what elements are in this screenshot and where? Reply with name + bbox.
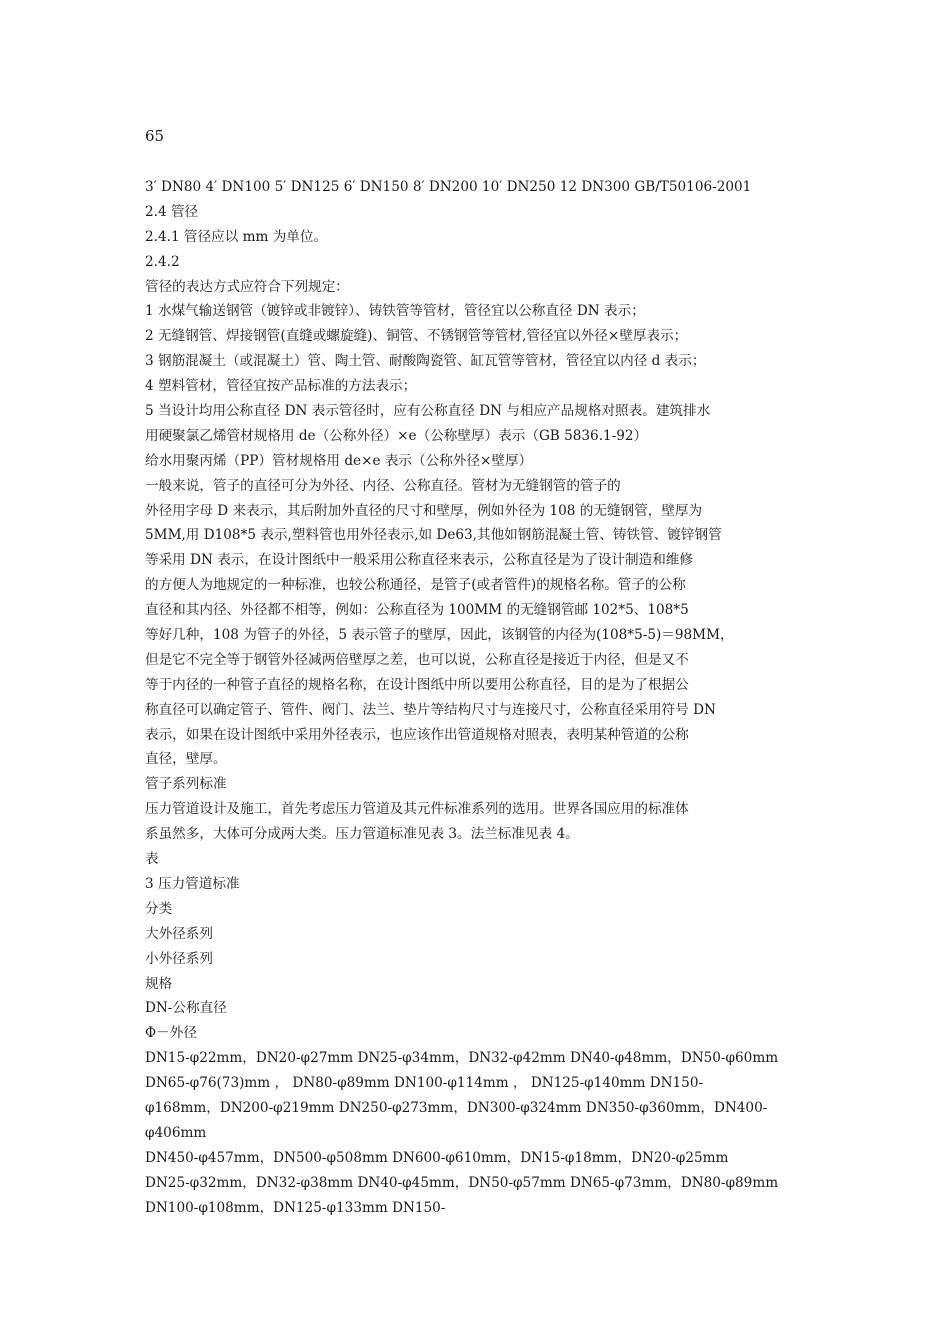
text-line: 4 塑料管材，管径宜按产品标准的方法表示；	[145, 378, 417, 395]
text-line: 5MM,用 D108*5 表示,塑料管也用外径表示,如 De63,其他如钢筋混凝土管、铸铁管、镀锌钢管	[145, 527, 722, 544]
text-line: 2 无缝钢管、焊接钢管(直缝或螺旋缝)、铜管、不锈钢管等管材,管径宜以外径×壁厚表示；	[145, 328, 688, 345]
text-line: 管子系列标准	[145, 776, 227, 793]
text-line: DN15-φ22mm，DN20-φ27mm DN25-φ34mm，DN32-φ42mm DN40-φ48mm，DN50-φ60mm	[145, 1050, 779, 1067]
text-line: 称直径可以确定管子、管件、阀门、法兰、垫片等结构尺寸与连接尺寸，公称直径采用符号 DN	[145, 701, 716, 718]
text-line: 2.4 管径	[145, 203, 199, 220]
text-line: 外径用字母 D 来表示，其后附加外直径的尺寸和壁厚，例如外径为 108 的无缝钢管，壁厚为	[145, 502, 703, 519]
page-number: 65	[145, 127, 165, 145]
text-line: 规格	[145, 975, 173, 992]
text-line: 等采用 DN 表示，在设计图纸中一般采用公称直径来表示，公称直径是为了设计制造和维修	[145, 552, 693, 569]
text-line: 2.4.1 管径应以 mm 为单位。	[145, 228, 328, 245]
text-line: 但是它不完全等于钢管外径减两倍壁厚之差，也可以说，公称直径是接近于内径，但是又不	[145, 651, 689, 668]
text-line: 2.4.2	[145, 253, 180, 270]
text-line: φ406mm	[145, 1124, 207, 1141]
text-line: 压力管道设计及施工，首先考虑压力管道及其元件标准系列的选用。世界各国应用的标准体	[145, 801, 689, 818]
text-line: 分类	[145, 900, 173, 917]
text-line: 表	[145, 851, 159, 868]
text-line: 用硬聚氯乙烯管材规格用 de（公称外径）×e（公称壁厚）表示（GB 5836.1-92）	[145, 427, 648, 444]
text-line: 小外径系列	[145, 950, 213, 967]
text-line: DN-公称直径	[145, 1000, 227, 1017]
text-line: 等于内径的一种管子直径的规格名称，在设计图纸中所以要用公称直径，目的是为了根据公	[145, 676, 689, 693]
text-line: DN65-φ76(73)mm ， DN80-φ89mm DN100-φ114mm ， DN125-φ140mm DN150-	[145, 1075, 704, 1092]
text-line: DN25-φ32mm，DN32-φ38mm DN40-φ45mm，DN50-φ57mm DN65-φ73mm，DN80-φ89mm	[145, 1174, 779, 1191]
text-line: φ168mm，DN200-φ219mm DN250-φ273mm，DN300-φ324mm DN350-φ360mm，DN400-	[145, 1099, 768, 1116]
text-line: 管径的表达方式应符合下列规定：	[145, 278, 349, 295]
text-line: Φ－外径	[145, 1025, 197, 1042]
text-line: 大外径系列	[145, 925, 213, 942]
text-line: 直径和其内径、外径都不相等，例如：公称直径为 100MM 的无缝钢管邮 102*5、108*5	[145, 602, 689, 619]
text-line: 3′ DN80 4′ DN100 5′ DN125 6′ DN150 8′ DN200 10′ DN250 12 DN300 GB/T50106-2001	[145, 179, 752, 195]
text-line: 表示，如果在设计图纸中采用外径表示，也应该作出管道规格对照表，表明某种管道的公称	[145, 726, 689, 743]
document-body	[145, 175, 807, 1220]
text-line: 5 当设计均用公称直径 DN 表示管径时，应有公称直径 DN 与相应产品规格对照表。建筑排水	[145, 403, 711, 420]
text-line: DN100-φ108mm，DN125-φ133mm DN150-	[145, 1199, 446, 1216]
text-line: 3 压力管道标准	[145, 875, 240, 892]
text-line: 一般来说，管子的直径可分为外径、内径、公称直径。管材为无缝钢管的管子的	[145, 477, 621, 494]
text-line: 给水用聚丙烯（PP）管材规格用 de×e 表示（公称外径×壁厚）	[145, 452, 533, 469]
text-line: 的方便人为地规定的一种标准，也较公称通径，是管子(或者管件)的规格名称。管子的公称	[145, 577, 686, 594]
text-line: 等好几种，108 为管子的外径，5 表示管子的壁厚，因此，该钢管的内径为(108*5-5)＝98MM，	[145, 627, 734, 644]
text-line: 系虽然多，大体可分成两大类。压力管道标准见表 3。法兰标准见表 4。	[145, 826, 579, 843]
text-line: 3 钢筋混凝土（或混凝土）管、陶土管、耐酸陶瓷管、缸瓦管等管材，管径宜以内径 d 表示；	[145, 353, 706, 370]
text-line: DN450-φ457mm，DN500-φ508mm DN600-φ610mm，DN15-φ18mm，DN20-φ25mm	[145, 1149, 729, 1166]
text-line: 1 水煤气输送钢管（镀锌或非镀锌）、铸铁管等管材，管径宜以公称直径 DN 表示；	[145, 303, 645, 320]
text-line: 直径，壁厚。	[145, 751, 227, 768]
